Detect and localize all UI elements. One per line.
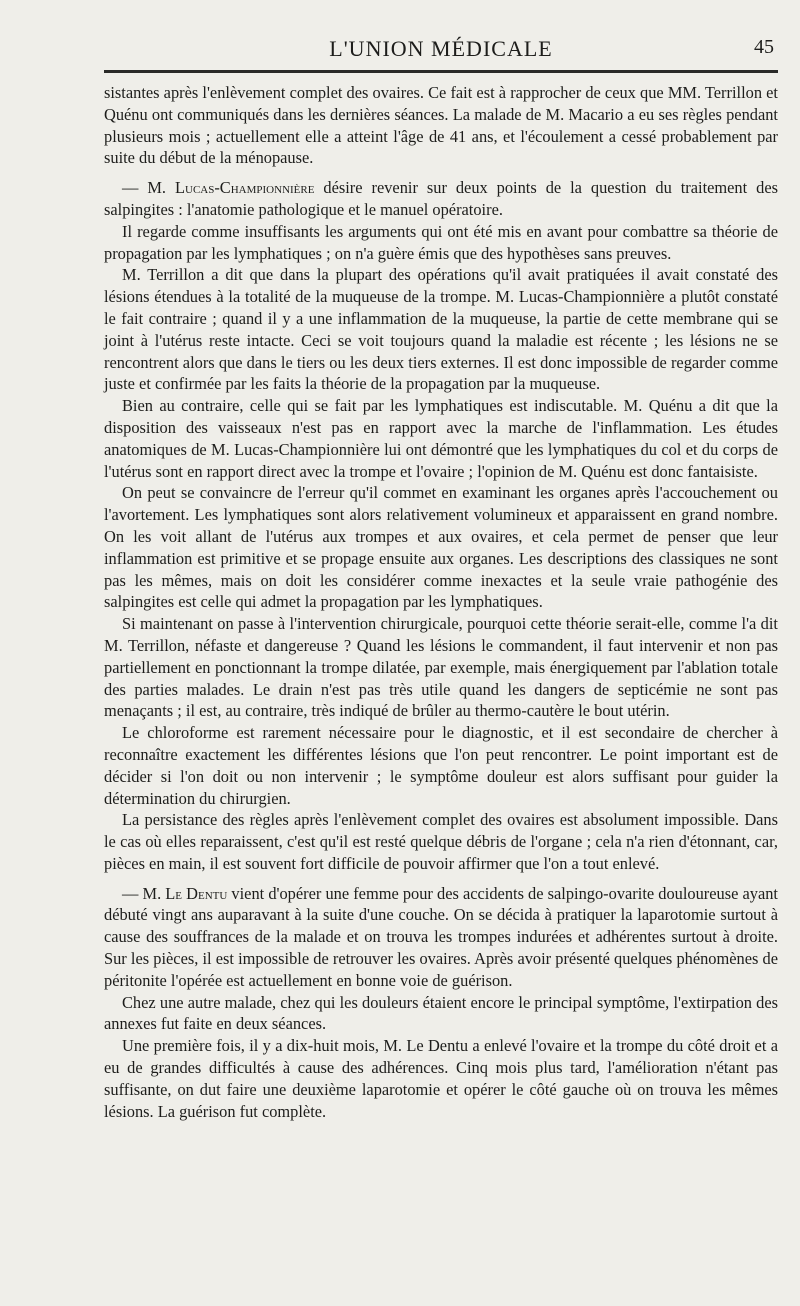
paragraph-text: On peut se convaincre de l'erreur qu'il commet en examinant les organes après l'accouchement ou l'avortement. Les lymphatiques sont alors relativement volumineux et apparaissent en grand nombre. On les voit allant de l'utérus aux trompes et aux ovaires, et cela permet de penser que leur inflammation est primitive et se propage ensuite aux organes. Les descriptions des classiques ne sont pas les mêmes, mais on doit les considérer comme inexactes et la seule vraie pathogénie des salpingites est celle qui admet la propagation par les lymphatiques. [104, 483, 778, 612]
paragraph-text: sistantes après l'enlèvement complet des ovaires. Ce fait est à rapprocher de ceux que MM. Terrillon et Quénu ont communiqués dans les dernières séances. La malade de M. Macario a eu ses règles pendant plusieurs mois ; actuellement elle a atteint l'âge de 41 ans, et l'écoulement a cessé probablement par suite du début de la ménopause. [104, 83, 778, 168]
paragraph-text: Bien au contraire, celle qui se fait par les lymphatiques est indiscutable. M. Quénu a dit que la disposition des vaisseaux n'est pas en rapport avec la marche de l'inflammation. Les études anatomiques de M. Lucas-Championnière lui ont démontré que les lymphatiques du col et du corps de l'utérus sont en rapport direct avec la trompe et l'ovaire ; l'opinion de M. Quénu est donc fantaisiste. [104, 396, 778, 481]
paragraph-le-dentu-intro [104, 883, 778, 992]
paragraph-lead: — M. [122, 178, 175, 198]
running-header [104, 36, 778, 66]
paragraph-text: Le chloroforme est rarement nécessaire pour le diagnostic, et il est secondaire de chercher à reconnaître exactement les différentes lésions que l'on peut rencontrer. Le point important est de décider si l'on doit ou non intervenir ; le symptôme douleur est alors suffisant pour guider la détermination du chirurgien. [104, 723, 778, 808]
speaker-name: Le Dentu [165, 883, 228, 903]
paragraph-text: Si maintenant on passe à l'intervention chirurgicale, pourquoi cette théorie serait-elle, comme l'a dit M. Terrillon, néfaste et dangereuse ? Quand les lésions le commandent, il faut intervenir et non pas partiellement en ponctionnant la trompe dilatée, par exemple, mais énergiquement par l'ablation totale des parties malades. Le drain n'est pas très utile quand les dangers de septicémie ne sont pas menaçants ; il est, au contraire, très indiqué de brûler au thermo-cautère le bout utérin. [104, 614, 778, 721]
header-rule [104, 70, 778, 73]
paragraph-text: Il regarde comme insuffisants les arguments qui ont été mis en avant pour combattre sa théorie de propagation par les lymphatiques ; on n'a guère émis que des hypothèses sans preuves. [104, 221, 778, 263]
paragraph-text: désire revenir sur deux points de la question du traitement des salpingites : l'anatomie pathologique et le manuel opératoire. [104, 178, 778, 219]
paragraph-text: Une première fois, il y a dix-huit mois, M. Le Dentu a enlevé l'ovaire et la trompe du côté droit et a eu de grandes difficultés à cause des adhérences. Cinq mois plus tard, l'amélioration n'étant pas suffisante, on dut faire une deuxième laparotomie et opérer le côté gauche où on trouva les mêmes lésions. La guérison fut complète. [104, 1036, 778, 1121]
paragraph-intervention [104, 613, 778, 722]
paragraph-chloroforme [104, 722, 778, 809]
body-text [104, 82, 778, 1122]
paragraph-premiere-fois [104, 1035, 778, 1122]
paragraph-lucas-championniere-intro [104, 177, 778, 221]
paragraph-lead: — M. [122, 883, 166, 903]
paragraph-arguments [104, 221, 778, 265]
page-number: 45 [754, 36, 774, 58]
paragraph-continuation [104, 82, 778, 169]
paragraph-lymphatiques [104, 395, 778, 482]
journal-title: L'UNION MÉDICALE [329, 36, 553, 61]
paragraph-text: Chez une autre malade, chez qui les douleurs étaient encore le principal symptôme, l'extirpation des annexes fut faite en deux séances. [104, 992, 778, 1034]
paragraph-text: La persistance des règles après l'enlèvement complet des ovaires est absolument impossible. Dans le cas où elles reparaissent, c'est qu'il est resté quelque débris de l'organe ; cela n'a rien d'étonnant, car, pièces en main, il est souvent fort difficile de pouvoir affirmer que l'on a tout enlevé. [104, 810, 778, 873]
paragraph-terrillon [104, 264, 778, 395]
paragraph-accouchement [104, 482, 778, 613]
paragraph-persistance [104, 809, 778, 874]
speaker-name: Lucas-Championnière [174, 178, 315, 198]
paragraph-text: M. Terrillon a dit que dans la plupart des opérations qu'il avait pratiquées il avait constaté des lésions étendues à la totalité de la muqueuse de la trompe. M. Lucas-Championnière a plutôt constaté le fait contraire ; quand il y a une inflammation de la muqueuse, la partie de cette membrane qui se joint à l'utérus reste intacte. Ceci se voit toujours quand la maladie est récente ; les lésions ne se rencontrent alors que dans le tiers ou les deux tiers externes. Il est donc impossible de regarder comme juste et confirmée par les faits la théorie de la propagation par la muqueuse. [104, 265, 778, 394]
paragraph-text: vient d'opérer une femme pour des accidents de salpingo-ovarite douloureuse ayant débuté vingt ans auparavant à la suite d'une couche. On se décida à pratiquer la laparotomie surtout à cause des souffrances de la malade et on trouva les trompes indurées et adhérentes surtout à droite. Sur les pièces, il est impossible de retrouver les ovaires. Après avoir présenté quelques phénomènes de péritonite l'opérée est actuellement en bonne voie de guérison. [104, 883, 778, 990]
paragraph-autre-malade [104, 992, 778, 1036]
